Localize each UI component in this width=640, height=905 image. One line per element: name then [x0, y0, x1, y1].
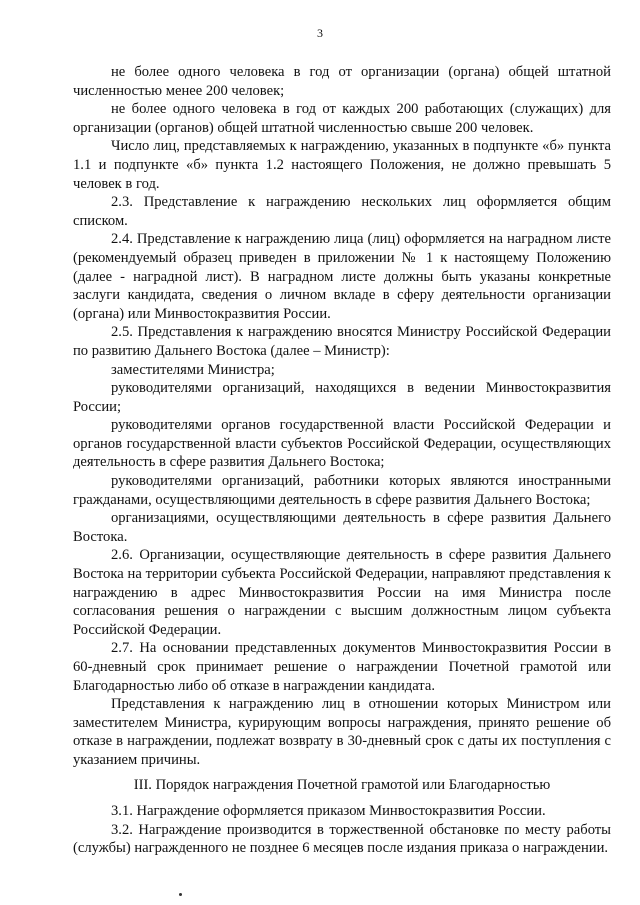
paragraph: 2.3. Представление к награждению нескольких лиц оформляется общим списком. [73, 194, 611, 229]
paragraph: 2.4. Представление к награждению лица (лиц) оформляется на наградном листе (рекомендуемый образец приведен в приложении № 1 к настоящему Положению (далее - наградной лист). В наградном листе должны быть указаны конкретные заслуги кандидата, сведения о личном вкладе в сферу деятельности организации (органа) или Минвостокразвития России. [73, 231, 611, 322]
scan-speck [179, 893, 182, 896]
paragraph: 2.6. Организации, осуществляющие деятельность в сфере развития Дальнего Востока на территории субъекта Российской Федерации, направляют представления к награждению в адрес Минвостокразвития России на имя Министра после согласования решения о награждении с высшим должностным лицом субъекта Российской Федерации. [73, 547, 611, 638]
paragraph: 3.2. Награждение производится в торжественной обстановке по месту работы (службы) награжденного не позднее 6 месяцев после издания приказа о награждении. [73, 821, 611, 857]
paragraph: Представления к награждению лиц в отношении которых Министром или заместителем Министра, курирующим вопросы награждения, принято решение об отказе в награждении, подлежат возврату в 30-дневный срок с даты их поступления с указанием причины. [73, 696, 611, 768]
paragraph: 2.7. На основании представленных документов Минвостокразвития России в 60-дневный срок принимает решение о награждении Почетной грамотой или Благодарностью либо об отказе в награждении кандидата. [73, 640, 611, 694]
list-item: руководителями организаций, находящихся в ведении Минвостокразвития России; [73, 380, 611, 415]
paragraph: 2.5. Представления к награждению вносятся Министру Российской Федерации по развитию Дальнего Востока (далее – Министр): [73, 324, 611, 359]
paragraph: не более одного человека в год от каждых 200 работающих (служащих) для организации (органов) общей штатной численностью свыше 200 человек. [73, 101, 611, 136]
list-item: руководителями органов государственной власти Российской Федерации и органов государственной власти субъектов Российской Федерации, осуществляющих деятельность в сфере развития Дальнего Востока; [73, 417, 611, 471]
paragraph: Число лиц, представляемых к награждению, указанных в подпункте «б» пункта 1.1 и подпункте «б» пункта 1.2 настоящего Положения, не должно превышать 5 человек в год. [73, 138, 611, 192]
list-item: заместителями Министра; [111, 361, 275, 378]
document-body [73, 63, 611, 858]
list-item: руководителями организаций, работники которых являются иностранными гражданами, осуществляющими деятельность в сфере развития Дальнего Востока; [73, 473, 611, 508]
list-item: организациями, осуществляющими деятельность в сфере развития Дальнего Востока. [73, 510, 611, 545]
page-number: 3 [317, 26, 323, 40]
paragraph: не более одного человека в год от организации (органа) общей штатной численностью менее 200 человек; [73, 64, 611, 99]
section-heading: III. Порядок награждения Почетной грамотой или Благодарностью [133, 776, 551, 793]
paragraph: 3.1. Награждение оформляется приказом Минвостокразвития России. [111, 803, 546, 820]
